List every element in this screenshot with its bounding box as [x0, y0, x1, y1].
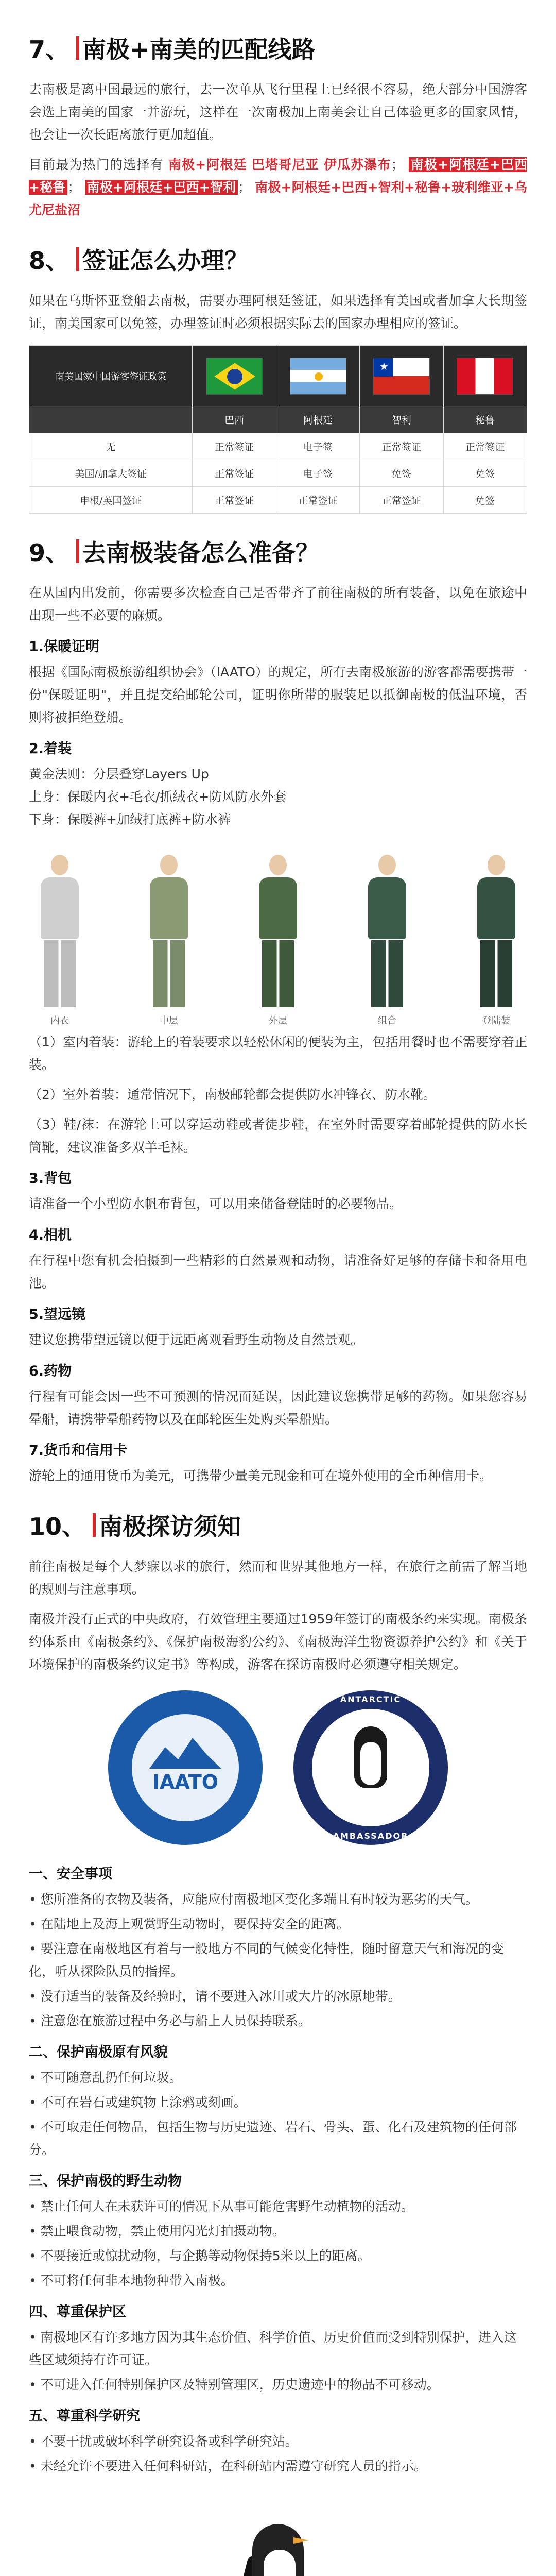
- title-accent-bar: [76, 539, 79, 563]
- section-heading: 南极+南美的匹配线路: [82, 36, 316, 63]
- subheading: 6.药物: [29, 1363, 72, 1379]
- list-item: • 禁止喂食动物，禁止使用闪光灯拍摄动物。: [29, 2224, 285, 2239]
- list-item: • 不可在岩石或建筑物上涂鸦或刻画。: [29, 2095, 247, 2110]
- section-9-title: [29, 534, 527, 568]
- list-item: • 南极地区有许多地方因为其生态价值、科学价值、历史价值而受到特别保护，进入这些区域须持有许可证。: [29, 2330, 517, 2367]
- section-number: 8、: [29, 247, 70, 275]
- section-10-title: [29, 1508, 527, 1542]
- flag-argentina-icon: [290, 358, 346, 395]
- paragraph: 如果在乌斯怀亚登船去南极，需要办理阿根廷签证，如果选择有美国或者加拿大长期签证，南美国家可以免签，办理签证时必须根据实际去的国家办理相应的签证。: [29, 293, 527, 331]
- country-label: 阿根廷: [276, 406, 359, 433]
- paragraph: （3）鞋/袜：在游轮上可以穿运动鞋或者徒步鞋，在室外时需要穿着邮轮提供的防水长筒靴，建议准备多双羊毛袜。: [29, 1117, 527, 1155]
- subheading: 五、尊重科学研究: [29, 2408, 140, 2424]
- list-item: • 不可进入任何特别保护区及特别管理区，历史遗迹中的物品不可移动。: [29, 2377, 440, 2392]
- subheading: 一、安全事项: [29, 1866, 112, 1882]
- section-8-title: [29, 242, 527, 276]
- paragraph: （1）室内着装：游轮上的着装要求以轻松休闲的便装为主，包括用餐时也不需要穿着正装。: [29, 1035, 527, 1072]
- list-item: • 不要接近或惊扰动物，与企鹅等动物保持5米以上的距离。: [29, 2248, 371, 2263]
- list-item: • 要注意在南极地区有着与一般地方不同的气候变化特性，随时留意天气和海况的变化，听从探险队员的指挥。: [29, 1941, 504, 1979]
- country-label: 秘鲁: [443, 406, 527, 433]
- iaato-logo: IAATO: [108, 1690, 263, 1845]
- list-item: • 注意您在旅游过程中务必与船上人员保持联系。: [29, 2013, 311, 2028]
- flag-peru-icon: [457, 358, 513, 395]
- list-item: • 您所准备的衣物及装备，应能应付南极地区变化多端且有时较为恶劣的天气。: [29, 1892, 478, 1907]
- subheading: 5.望远镜: [29, 1307, 86, 1323]
- paragraph: 黄金法则：分层叠穿Layers Up 上身：保暖内衣+毛衣/抓绒衣+防风防水外套 下身：保暖裤+加绒打底裤+防水裤: [29, 767, 287, 827]
- list-item: • 未经允许不要进入任何科研站，在科研站内需遵守研究人员的指示。: [29, 2459, 427, 2473]
- table-row: 申根/英国签证 正常签证 正常签证 正常签证 免签: [29, 487, 527, 514]
- penguin-illustration: [216, 2509, 340, 2576]
- section-heading: 南极探访须知: [99, 1513, 241, 1540]
- list-item: • 不可将任何非本地物种带入南极。: [29, 2273, 234, 2288]
- paragraph: 前往南极是每个人梦寐以求的旅行，然而和世界其他地方一样，在旅行之前需了解当地的规则与注意事项。: [29, 1559, 527, 1597]
- table-header-cell: 南美国家中国游客签证政策: [29, 346, 193, 406]
- paragraph: 游轮上的通用货币为美元，可携带少量美元现金和可在境外使用的全币种信用卡。: [29, 1468, 493, 1483]
- paragraph: 根据《国际南极旅游组织协会》（IAATO）的规定，所有去南极旅游的游客都需要携带一份"保暖证明"，并且提交给邮轮公司，证明你所带的服装足以抵御南极的低温环境，否则将被拒绝登船。: [29, 665, 527, 725]
- paragraph: 在从国内出发前，你需要多次检查自己是否带齐了前往南极的所有装备，以免在旅途中出现一些不必要的麻烦。: [29, 585, 527, 623]
- title-accent-bar: [76, 247, 79, 271]
- paragraph: 在行程中您有机会拍摄到一些精彩的自然景观和动物，请准备好足够的存储卡和备用电池。: [29, 1253, 527, 1291]
- list-item: • 在陆地上及海上观赏野生动物时，要保持安全的距离。: [29, 1917, 350, 1931]
- subheading: 2.着装: [29, 741, 72, 757]
- visa-policy-table: [29, 345, 527, 514]
- route-paragraph: 目前最为热门的选择有 南极+阿根廷 巴塔哥尼亚 伊瓜苏瀑布； 南极+阿根廷+巴西+秘鲁 ； 南极+阿根廷+巴西+智利 ； 南极+阿根廷+巴西+智利+秘鲁+玻利维亚+乌尤尼盐沼: [29, 157, 528, 217]
- section-heading: 签证怎么办理？: [82, 247, 249, 275]
- subheading: 四、尊重保护区: [29, 2304, 126, 2320]
- paragraph: 请准备一个小型防水帆布背包，可以用来储备登陆时的必要物品。: [29, 1196, 403, 1211]
- section-heading: 去南极装备怎么准备？: [82, 539, 320, 567]
- section-number: 10、: [29, 1513, 86, 1540]
- title-accent-bar: [76, 36, 79, 60]
- table-row: 美国/加拿大签证 正常签证 电子签 免签 免签: [29, 460, 527, 487]
- section-7-title: [29, 31, 527, 65]
- title-accent-bar: [93, 1513, 96, 1537]
- antarctic-ambassador-logo: ANTARCTIC AMBASSADOR: [293, 1690, 448, 1845]
- layer-figure: 组合: [356, 855, 418, 1027]
- paragraph: 建议您携带望远镜以便于远距离观看野生动物及自然景观。: [29, 1332, 364, 1347]
- section-number: 9、: [29, 539, 70, 567]
- list-item: • 不可取走任何物品，包括生物与历史遗迹、岩石、骨头、蛋、化石及建筑物的任何部分。: [29, 2120, 517, 2157]
- list-item: • 不要干扰或破坏科学研究设备或科学研究站。: [29, 2434, 298, 2449]
- country-label: 巴西: [193, 406, 276, 433]
- list-item: • 不可随意乱扔任何垃圾。: [29, 2070, 182, 2085]
- layer-figure: 中层: [138, 855, 200, 1027]
- section-number: 7、: [29, 36, 70, 63]
- subheading: 三、保护南极的野生动物: [29, 2173, 182, 2189]
- paragraph: 行程有可能会因一些不可预测的情况而延误，因此建议您携带足够的药物。如果您容易晕船，请携带晕船药物以及在邮轮医生处购买晕船贴。: [29, 1389, 527, 1427]
- paragraph: （2）室外着装：通常情况下，南极邮轮都会提供防水冲锋衣、防水靴。: [29, 1087, 436, 1102]
- layer-figure: 登陆装: [465, 855, 527, 1027]
- layer-figure: 外层: [247, 855, 309, 1027]
- paragraph: 去南极是离中国最远的旅行，去一次单从飞行里程上已经很不容易，绝大部分中国游客会选上南美的国家一并游玩，这样在一次南极加上南美会让自己体验更多的国家风情，也会让一次长距离旅行更加超值。: [29, 82, 527, 142]
- clothing-layers-illustration: [29, 841, 527, 1027]
- organization-logos: [29, 1690, 527, 1845]
- list-item: • 没有适当的装备及经验时，请不要进入冰川或大片的冰原地带。: [29, 1989, 401, 2004]
- paragraph: 南极并没有正式的中央政府，有效管理主要通过1959年签订的南极条约来实现。南极条约体系由《南极条约》、《保护南极海豹公约》、《南极海洋生物资源养护公约》和《关于环境保护的南极条约议定书》等构成，游客在探访南极时必须遵守相关规定。: [29, 1612, 527, 1672]
- country-label: 智利: [360, 406, 443, 433]
- subheading: 4.相机: [29, 1227, 72, 1243]
- subheading: 7.货币和信用卡: [29, 1443, 128, 1459]
- subheading: 3.背包: [29, 1171, 72, 1187]
- list-item: • 禁止任何人在未获许可的情况下从事可能危害野生动植物的活动。: [29, 2199, 414, 2214]
- country-label-row: [29, 406, 527, 433]
- subheading: 二、保护南极原有风貌: [29, 2044, 168, 2060]
- subheading: 1.保暖证明: [29, 639, 100, 655]
- layer-figure: 内衣: [29, 855, 91, 1027]
- flag-brazil-icon: [206, 358, 263, 395]
- flag-row: [29, 346, 527, 406]
- table-row: 无 正常签证 电子签 正常签证 正常签证: [29, 433, 527, 460]
- flag-chile-icon: ★: [373, 358, 430, 395]
